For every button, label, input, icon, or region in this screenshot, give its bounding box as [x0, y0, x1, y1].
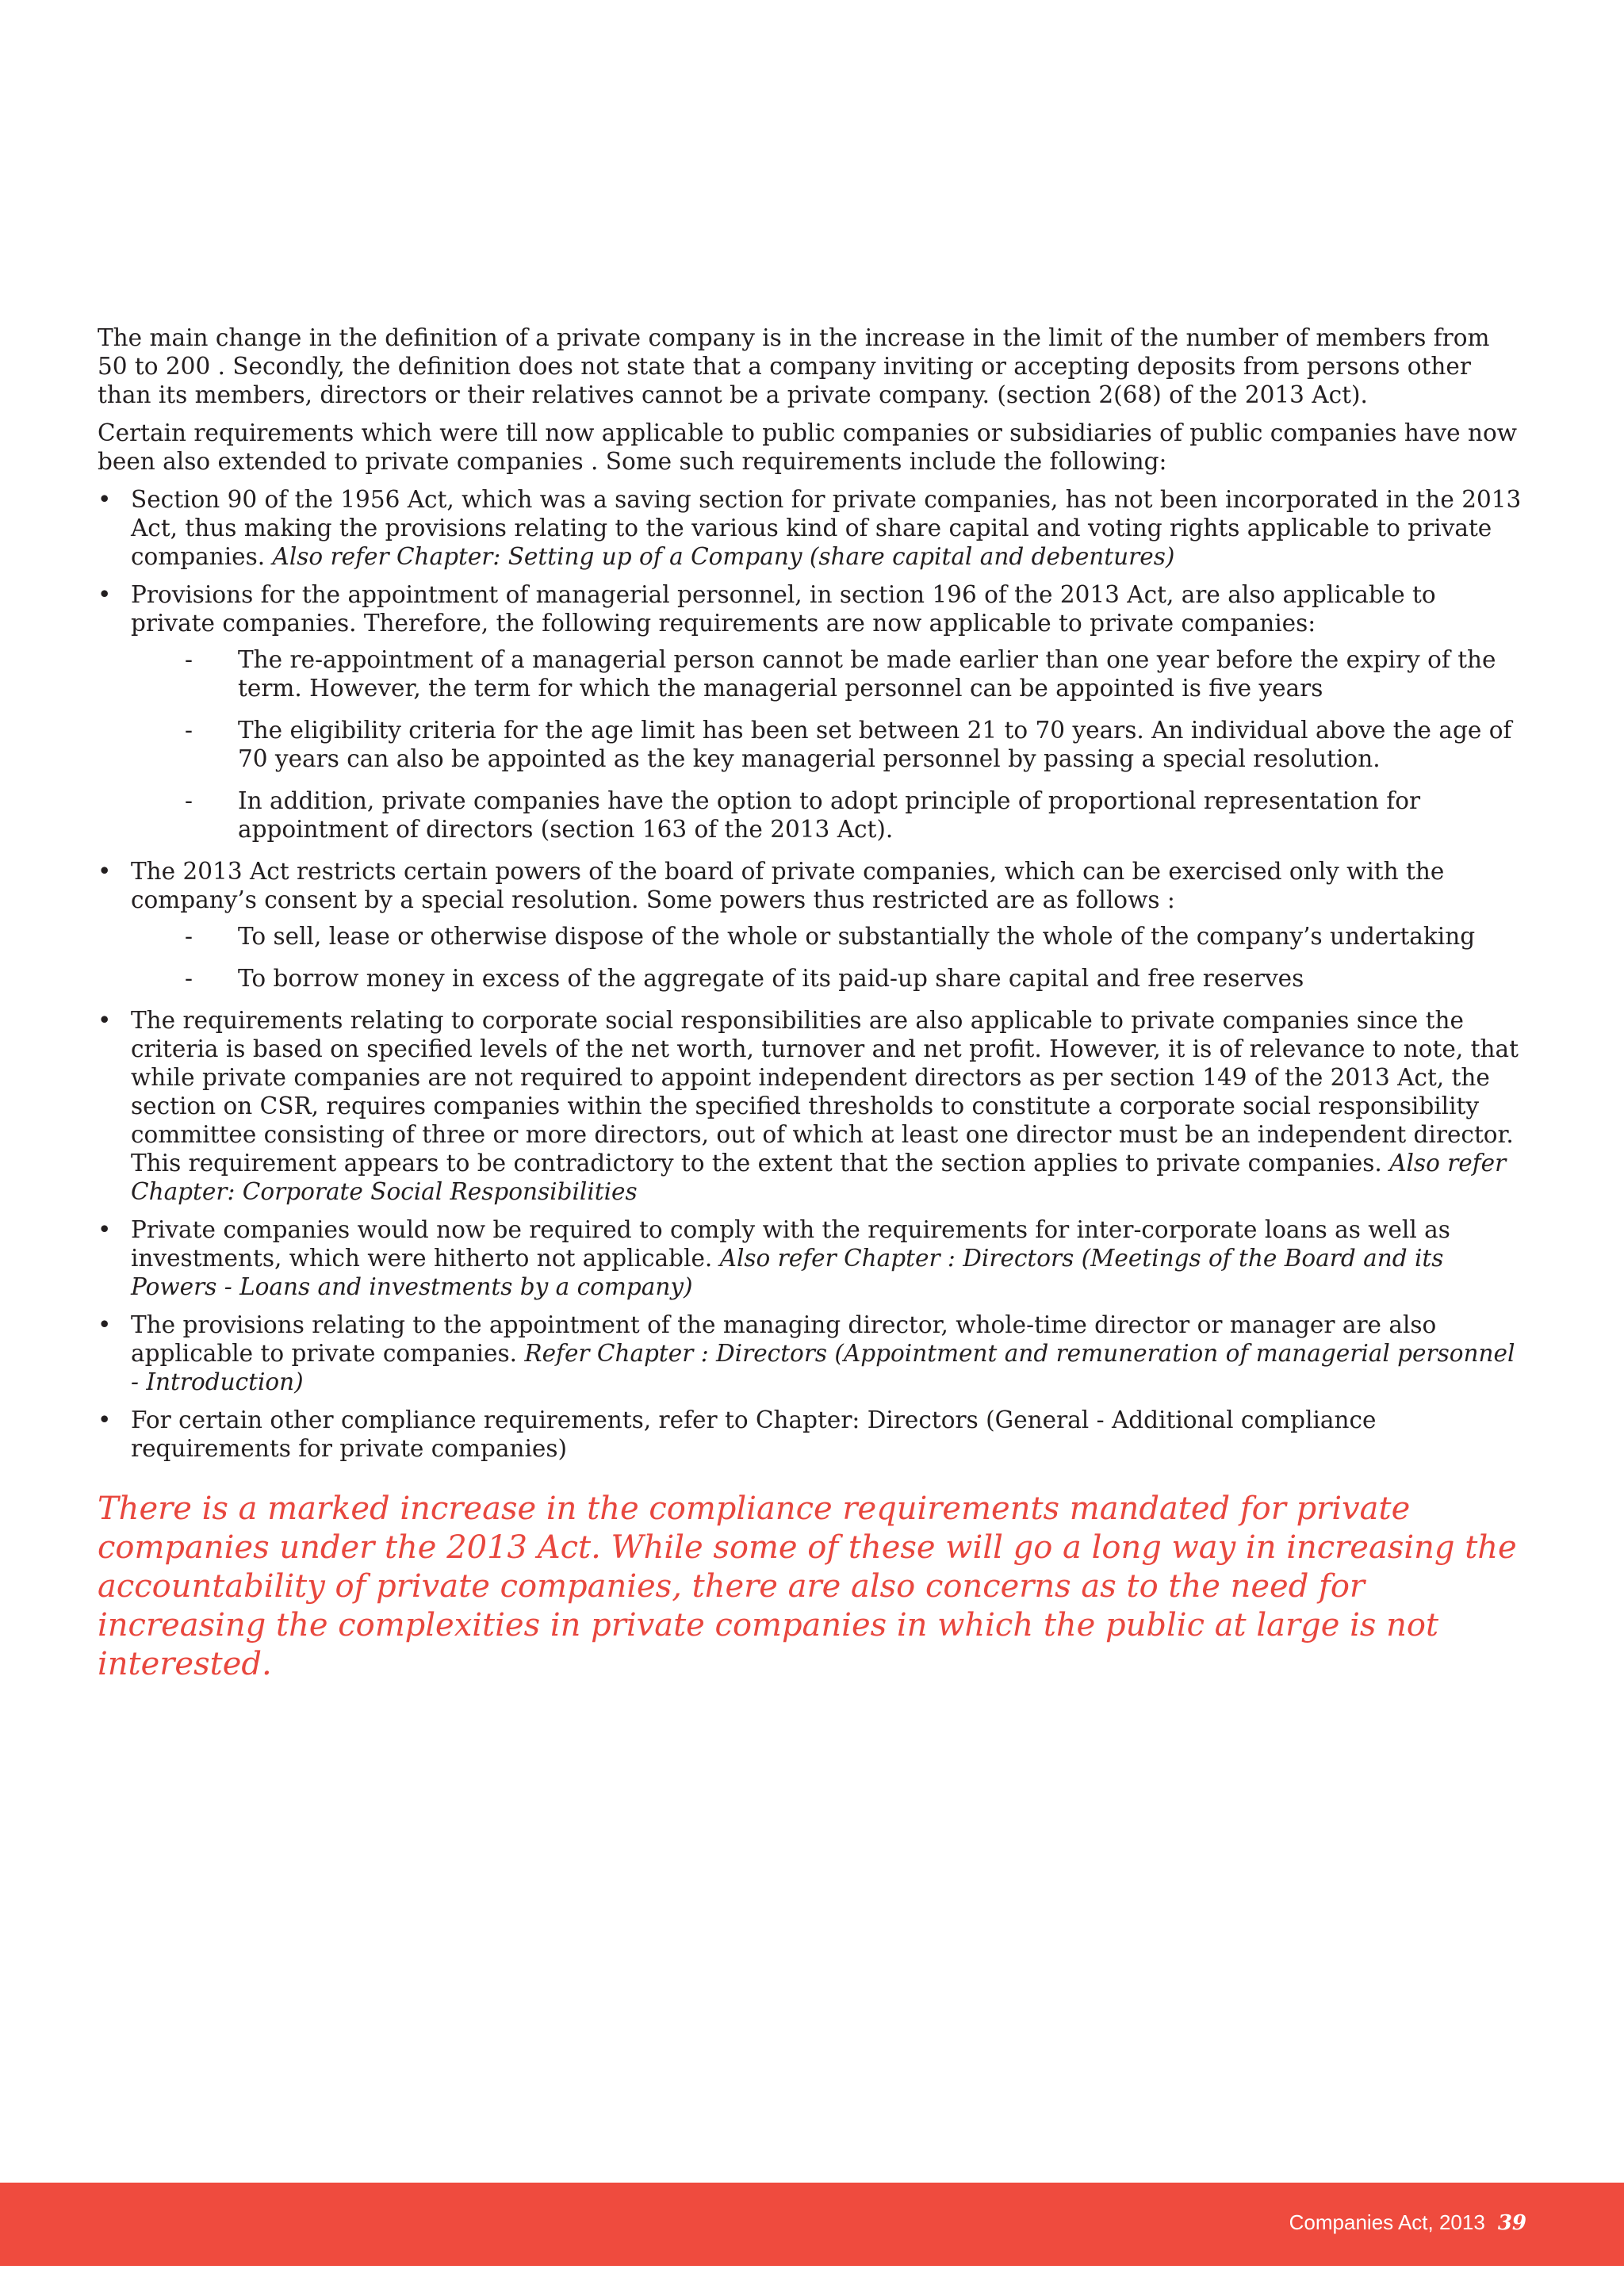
chapter-reference: Also refer Chapter: Setting up of a Company (share capital and debentures)	[272, 543, 1175, 570]
bullet-text: The 2013 Act restricts certain powers of the board of private companies, which can be exercised only with the company’s consent by a special resolution. Some powers thus restricted are as follows :	[131, 858, 1445, 913]
bullet-marker: •	[98, 1406, 112, 1433]
dash-marker: -	[185, 646, 193, 673]
bullet-text: Provisions for the appointment of managerial personnel, in section 196 of the 2013 Act, are also applicable to private companies. Therefore, the following requirements are now applicable to private companies:	[131, 581, 1436, 637]
bullet-item-board-powers	[98, 857, 1525, 993]
bullet-marker: •	[98, 486, 112, 513]
bullet-marker: •	[98, 858, 112, 885]
sub-item-sell-undertaking	[131, 922, 1525, 951]
bullet-item-managerial-personnel	[98, 580, 1525, 844]
footer-bar	[0, 2183, 1624, 2266]
highlight-quote: There is a marked increase in the compliance requirements mandated for private companies under the 2013 Act. While some of these will go a long way in increasing the accountability of private companies, there are also concerns as to the need for increasing the complexities in private companies in which the public at large is not interested.	[98, 1490, 1517, 1682]
sub-item-age-limit	[131, 716, 1525, 773]
chapter-reference: Also refer Chapter : Directors (Meetings of the Board and its Powers - Loans and investments by a company)	[131, 1245, 1444, 1300]
sub-list	[131, 922, 1525, 993]
bullet-item-other-compliance	[98, 1406, 1525, 1463]
sub-item-reappointment	[131, 645, 1525, 702]
sub-item-text: To borrow money in excess of the aggregate of its paid-up share capital and free reserves	[238, 965, 1304, 992]
dash-marker: -	[185, 965, 193, 992]
footer-label	[1289, 2210, 1526, 2236]
bullet-item-managing-director	[98, 1311, 1525, 1396]
bullet-item-inter-corporate-loans	[98, 1215, 1525, 1301]
dash-marker: -	[185, 717, 193, 744]
bullet-text: For certain other compliance requirements, refer to Chapter: Directors (General - Additional compliance requirements for private companies)	[131, 1406, 1377, 1462]
intro-paragraph-1: The main change in the definition of a private company is in the increase in the limit of the number of members from 50 to 200 . Secondly, the definition does not state that a company inviting or accepting deposits from persons other than its members, directors or their relatives cannot be a private company. (section 2(68) of the 2013 Act).	[98, 324, 1490, 408]
bullet-text: The requirements relating to corporate social responsibilities are also applicable to private companies since the criteria is based on specified levels of the net worth, turnover and net profit. However, it is of relevance to note, that while private companies are not required to appoint independent directors as per section 149 of the 2013 Act, the section on CSR, requires companies within the specified thresholds to constitute a corporate social responsibility committee consisting of three or more directors, out of which at least one director must be an independent director. This requirement appears to be contradictory to the extent that the section applies to private companies.	[131, 1007, 1519, 1177]
bullet-text: Private companies would now be required to comply with the requirements for inter-corporate loans as well as investments, which were hitherto not applicable.	[131, 1216, 1450, 1272]
footer-title: Companies Act, 2013	[1289, 2210, 1485, 2234]
sub-item-borrow-money	[131, 964, 1525, 993]
bullet-marker: •	[98, 1216, 112, 1243]
sub-item-proportional-representation	[131, 786, 1525, 844]
sub-item-text: To sell, lease or otherwise dispose of the whole or substantially the whole of the company’s undertaking	[238, 923, 1476, 950]
bullet-text: The provisions relating to the appointment of the managing director, whole-time director or manager are also applicable to private companies.	[131, 1311, 1437, 1367]
bullet-marker: •	[98, 1311, 112, 1338]
sub-item-text: In addition, private companies have the option to adopt principle of proportional representation for appointment of directors (section 163 of the 2013 Act).	[238, 787, 1421, 843]
dash-marker: -	[185, 923, 193, 950]
bullet-marker: •	[98, 1007, 112, 1034]
bullet-item-section-90	[98, 485, 1525, 571]
bullet-item-csr	[98, 1006, 1525, 1206]
chapter-reference: Also refer Chapter: Corporate Social Responsibilities	[131, 1150, 1507, 1205]
sub-item-text: The re-appointment of a managerial person cannot be made earlier than one year before the expiry of the term. However, the term for which the managerial personnel can be appointed is five years	[238, 646, 1496, 702]
sub-list	[131, 645, 1525, 844]
bullet-marker: •	[98, 581, 112, 608]
bullet-text: Section 90 of the 1956 Act, which was a saving section for private companies, has not been incorporated in the 2013 Act, thus making the provisions relating to the various kind of share capital and voting rights applicable to private companies.	[131, 486, 1522, 570]
sub-item-text: The eligibility criteria for the age limit has been set between 21 to 70 years. An individual above the age of 70 years can also be appointed as the key managerial personnel by passing a special resolution.	[238, 717, 1512, 772]
intro-paragraph-2: Certain requirements which were till now applicable to public companies or subsidiaries of public companies have now been also extended to private companies . Some such requirements include the following:	[98, 419, 1518, 475]
page-number: 39	[1497, 2211, 1526, 2235]
chapter-reference: Refer Chapter : Directors (Appointment and remuneration of managerial personnel - Introduction)	[131, 1340, 1515, 1395]
main-content	[98, 323, 1525, 1684]
dash-marker: -	[185, 787, 193, 814]
